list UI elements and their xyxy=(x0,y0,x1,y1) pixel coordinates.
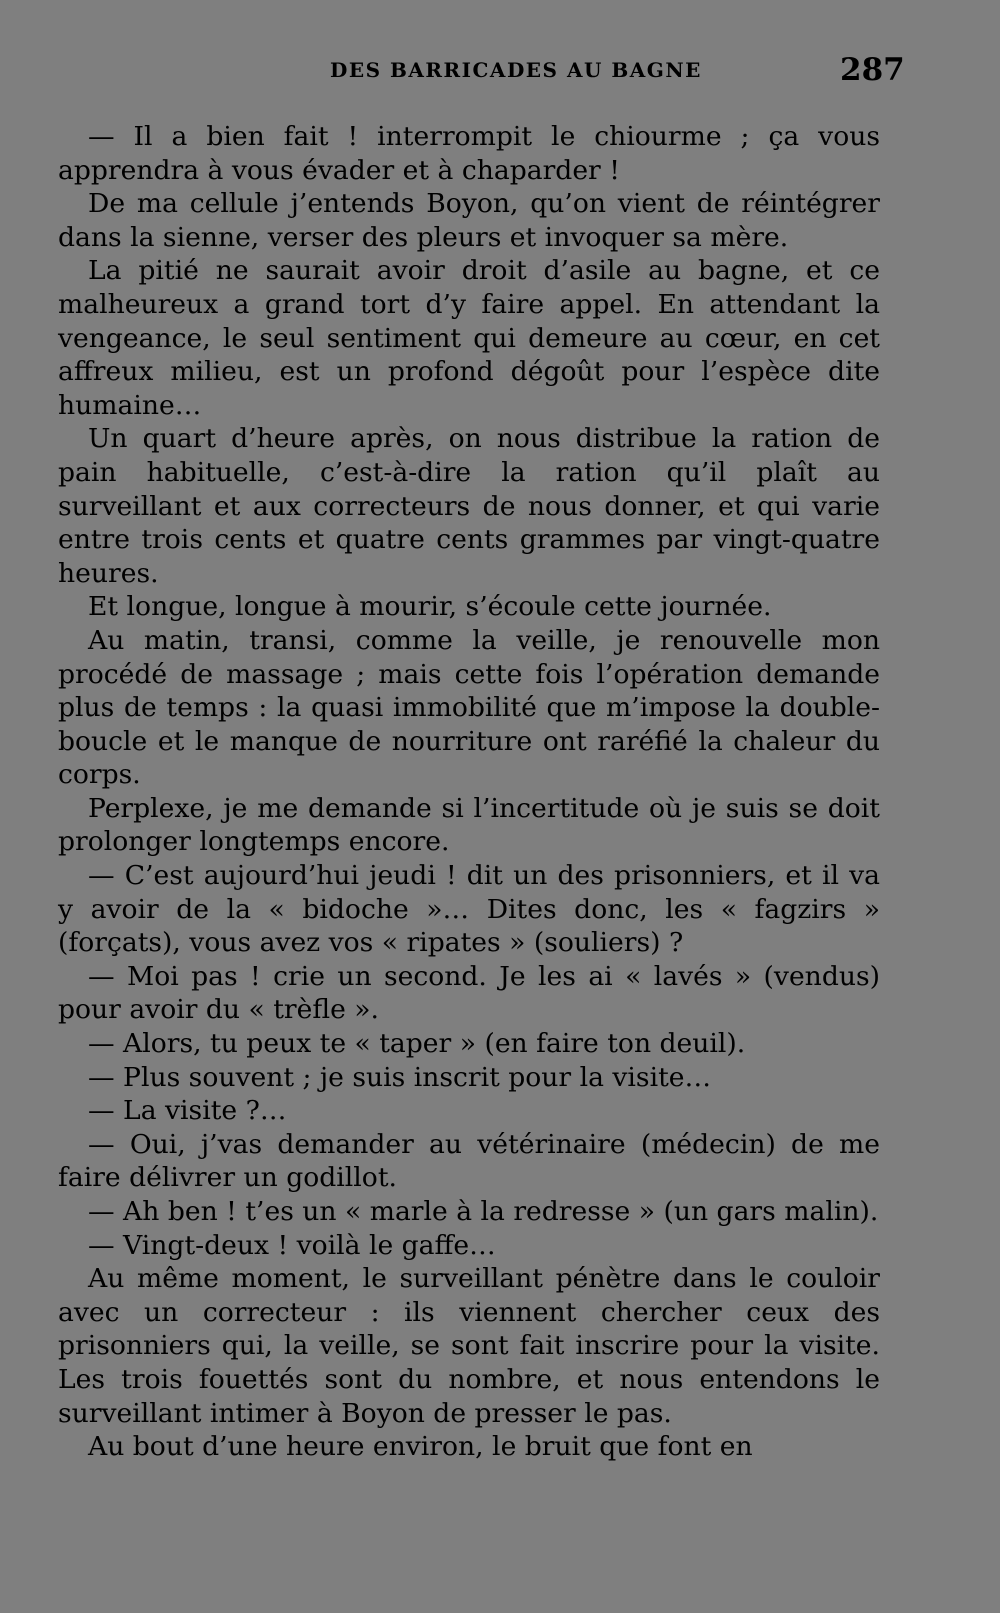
paragraph: — Ah ben ! t’es un « marle à la redresse » (un gars malin). xyxy=(88,1196,879,1227)
paragraph: — Vingt-deux ! voilà le gaffe… xyxy=(88,1229,496,1261)
paragraph: — Moi pas ! crie un second. Je les ai « lavés » (vendus) pour avoir du « trèfle ». xyxy=(58,960,880,1026)
running-head: DES BARRICADES AU BAGNE xyxy=(330,58,702,82)
paragraph: — La visite ?… xyxy=(88,1095,287,1127)
paragraph: Au matin, transi, comme la veille, je renouvelle mon procédé de massage ; mais cette fois l’opération demande plus de temps : la quasi immobilité que m’impose la double-boucle et le manque de nourriture ont raréfié la chaleur du corps. xyxy=(58,624,880,791)
paragraph: Un quart d’heure après, on nous distribue la ration de pain habituelle, c’est-à-dire la ration qu’il plaît au surveillant et aux correcteurs de nous donner, et qui varie entre trois cents et quatre cents grammes par vingt-quatre heures. xyxy=(58,423,880,589)
paragraph: La pitié ne saurait avoir droit d’asile au bagne, et ce malheureux a grand tort d’y faire appel. En attendant la vengeance, le seul sentiment qui demeure au cœur, en cet affreux milieu, est un profond dégoût pour l’espèce dite humaine… xyxy=(58,255,880,421)
paragraph: — Oui, j’vas demander au vétérinaire (médecin) de me faire délivrer un godillot. xyxy=(58,1128,880,1194)
paragraph: — Plus souvent ; je suis inscrit pour la visite… xyxy=(88,1061,712,1093)
paragraph: — Alors, tu peux te « taper » (en faire ton deuil). xyxy=(88,1028,746,1060)
paragraph: — C’est aujourd’hui jeudi ! dit un des prisonniers, et il va y avoir de la « bidoche »… Dites donc, les « fagzirs » (forçats), vous avez vos « ripates » (souliers) ? xyxy=(58,860,880,959)
paragraph: Et longue, longue à mourir, s’écoule cette journée. xyxy=(88,591,772,623)
page-number: 287 xyxy=(840,52,905,88)
text-body xyxy=(58,120,880,1464)
paragraph: Au bout d’une heure environ, le bruit que font en xyxy=(88,1431,753,1463)
page-header xyxy=(0,52,1000,92)
paragraph: Au même moment, le surveillant pénètre dans le couloir avec un correcteur : ils viennent chercher ceux des prisonniers qui, la veille, se sont fait inscrire pour la visite. Les trois fouettés sont du nombre, et nous entendons le surveillant intimer à Boyon de presser le pas. xyxy=(58,1263,880,1429)
paragraph: — Il a bien fait ! interrompit le chiourme ; ça vous apprendra à vous évader et à chaparder ! xyxy=(58,121,880,186)
paragraph: Perplexe, je me demande si l’incertitude où je suis se doit prolonger longtemps encore. xyxy=(58,792,880,858)
paragraph: De ma cellule j’entends Boyon, qu’on vient de réintégrer dans la sienne, verser des pleurs et invoquer sa mère. xyxy=(58,188,880,253)
